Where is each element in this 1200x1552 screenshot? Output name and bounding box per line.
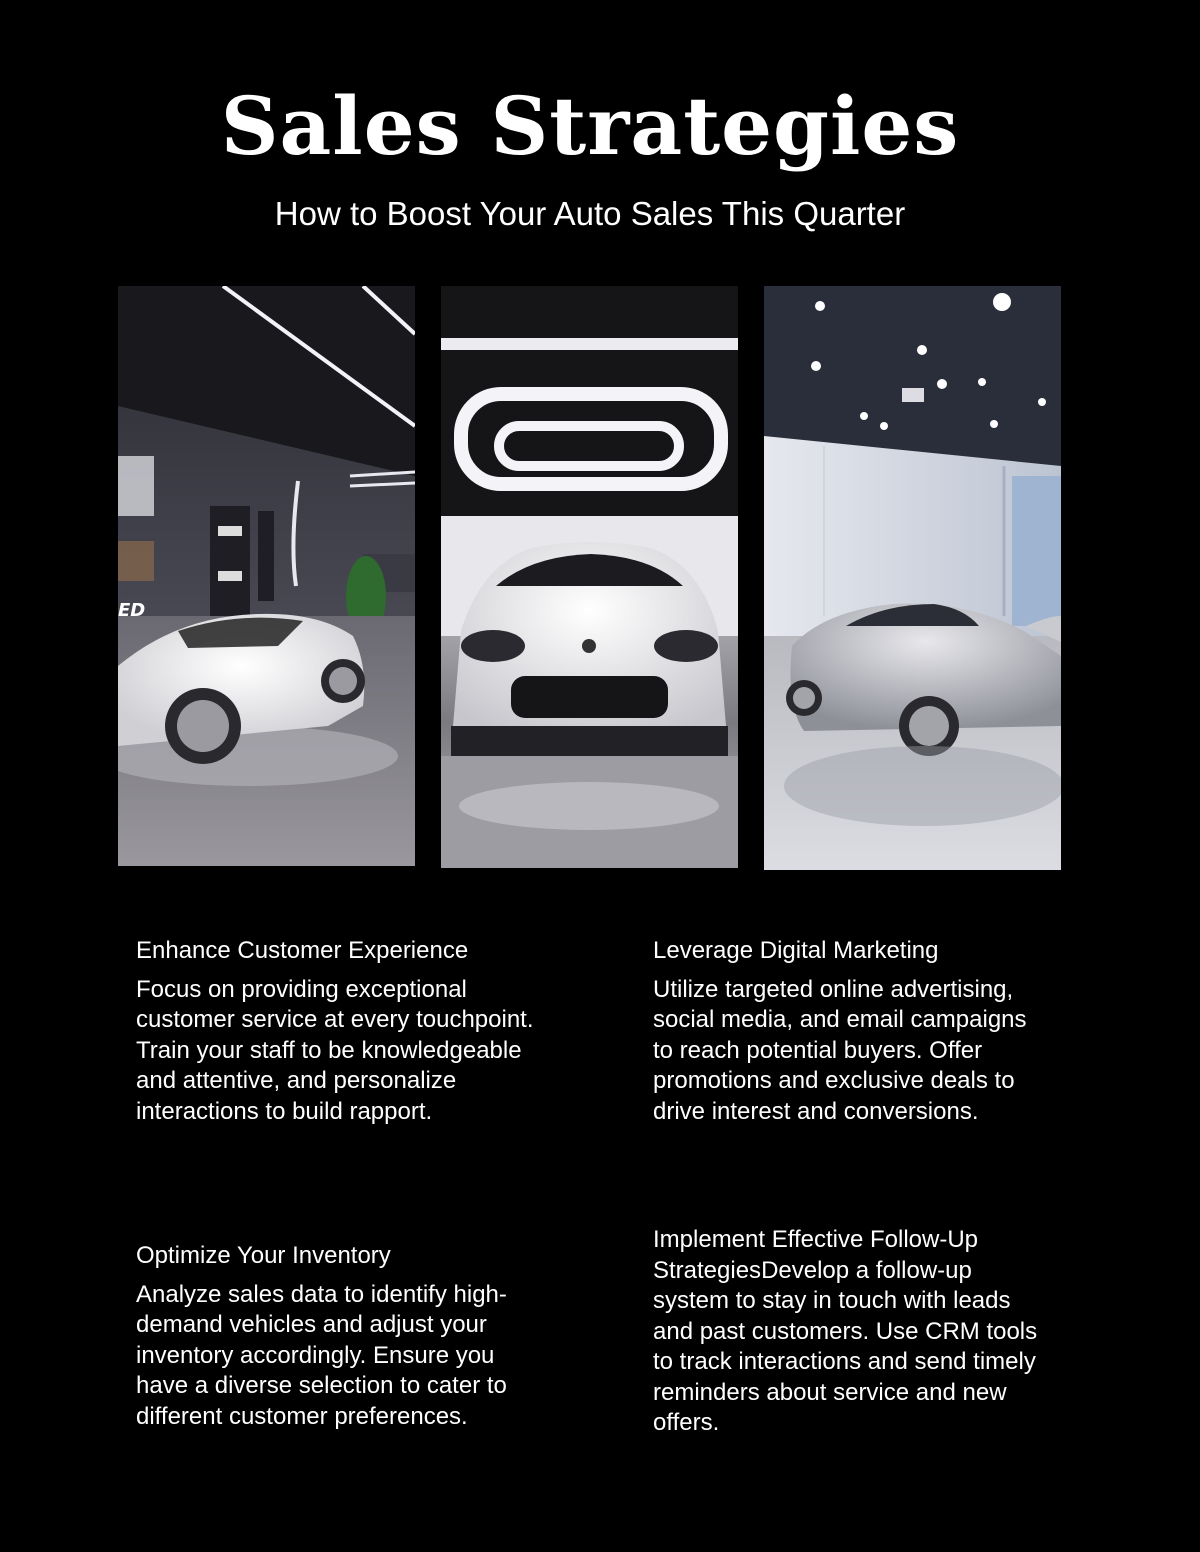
silver-sedan-showroom-photo: [764, 286, 1061, 870]
strategy-digital-marketing: [653, 936, 1053, 1127]
strategy-body: Focus on providing exceptional customer service at every touchpoint. Train your staff to be knowledgeable and attentive, and personalize interactions to build rapport.: [136, 975, 534, 1125]
strategy-heading: Implement Effective Follow-Up Strategies: [653, 1226, 979, 1284]
strategy-customer-experience: [136, 936, 536, 1127]
white-car-front-view-photo: [441, 286, 738, 868]
strategy-body: Utilize targeted online advertising, social media, and email campaigns to reach potential buyers. Offer promotions and exclusive deals to drive interest and conversions.: [653, 975, 1027, 1125]
svg-text:ED: ED: [118, 600, 146, 621]
strategy-body: Analyze sales data to identify high-demand vehicles and adjust your inventory accordingly. Ensure you have a diverse selection to cater to different customer preferences.: [136, 1280, 507, 1430]
strategy-optimize-inventory: [136, 1241, 536, 1432]
strategy-follow-up: [653, 1225, 1053, 1439]
strategy-heading: Leverage Digital Marketing: [653, 937, 939, 964]
page-title: Sales Strategies: [220, 79, 960, 173]
strategy-heading: Optimize Your Inventory: [136, 1242, 391, 1269]
strategy-heading: Enhance Customer Experience: [136, 937, 469, 964]
page-subtitle: How to Boost Your Auto Sales This Quarter: [274, 195, 906, 232]
strategy-body: Develop a follow-up system to stay in touch with leads and past customers. Use CRM tools to track interactions and send timely reminders about service and new offers.: [653, 1256, 1038, 1436]
showroom-white-sports-car-photo: [118, 286, 415, 866]
